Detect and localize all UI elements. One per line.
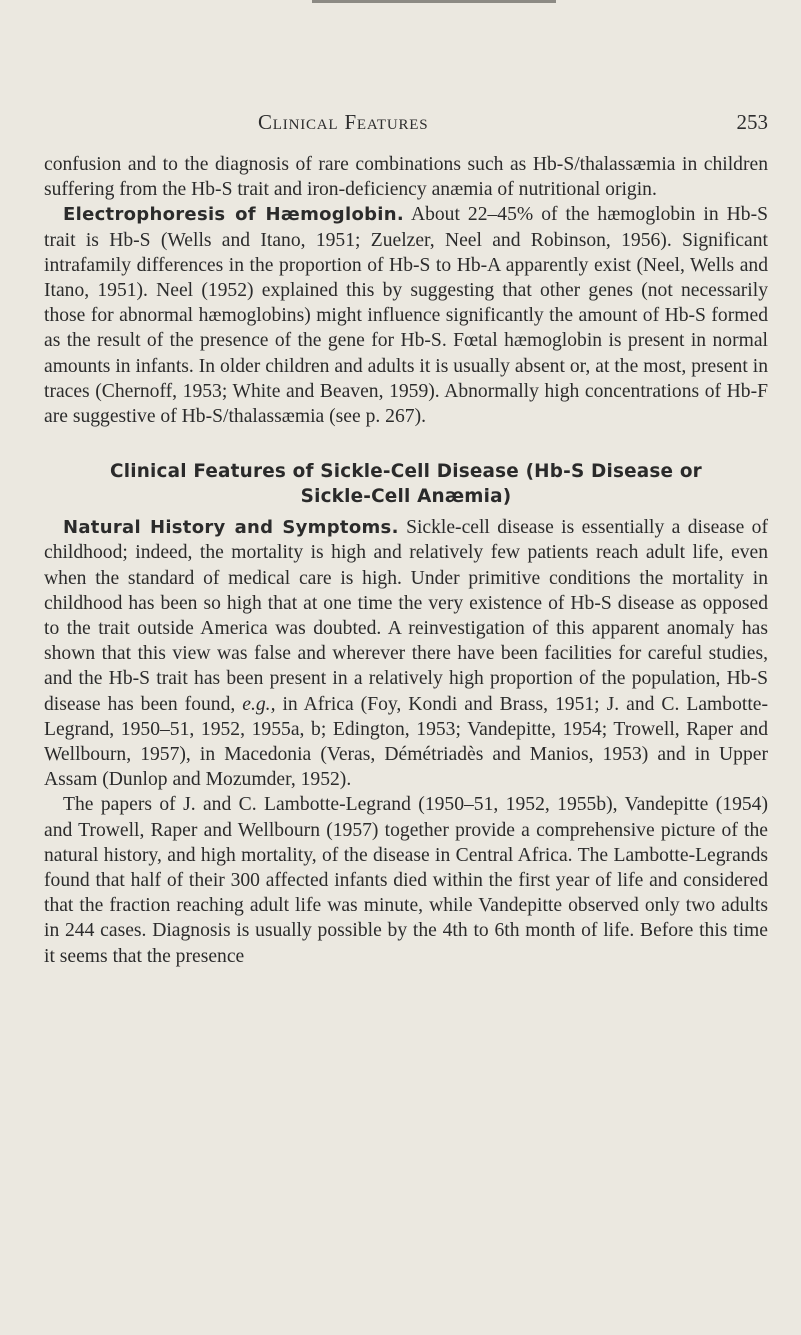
section-heading-line: Sickle-Cell Anæmia) <box>300 486 512 508</box>
section-heading <box>44 459 768 509</box>
paragraph-electrophoresis <box>44 202 768 429</box>
paragraph-papers <box>44 792 768 968</box>
top-rule <box>312 0 556 3</box>
paragraph-text: Sickle-cell disease is essentially a disease of childhood; indeed, the mortality is high and relatively few patients reach adult life, even when the standard of medical care is high. Under primitive conditions the mortality in childhood has been so high that at one time the very existence of Hb-S disease as opposed to the trait outside America was doubted. A reinvestigation of this apparent anomaly has shown that this view was false and wherever there have been facilities for careful studies, and the Hb-S trait has been present in a relatively high proportion of the population, Hb-S disease has been found, <box>44 517 768 715</box>
paragraph-text: confusion and to the diagnosis of rare combinations such as Hb-S/thalassæmia in children suffering from the Hb-S trait and iron-deficiency anæmia of nutritional origin. <box>44 154 768 201</box>
page-number: 253 <box>736 110 768 134</box>
run-in-heading: Electrophoresis of Hæmoglobin. <box>63 204 405 226</box>
page-header <box>258 110 768 140</box>
running-head: Clinical Features <box>258 110 429 134</box>
italic-eg: e.g., <box>242 693 276 715</box>
paragraph-continuation <box>44 152 768 202</box>
body-text <box>44 152 768 969</box>
section-heading-line: Clinical Features of Sickle-Cell Disease (Hb-S Disease or <box>110 461 702 483</box>
paragraph-text: The papers of J. and C. Lambotte-Legrand (1950–51, 1952, 1955b), Vandepitte (1954) and Trowell, Raper and Wellbourn (1957) together provide a comprehensive picture of the natural history, and high mortality, of the disease in Central Africa. The Lambotte-Legrands found that half of their 300 affected infants died within the first year of life and considered that the fraction reaching adult life was minute, while Vandepitte observed only two adults in 244 cases. Diagnosis is usually possible by the 4th to 6th month of life. Before this time it seems that the presence <box>44 794 768 967</box>
paragraph-text: About 22–45% of the hæmoglobin in Hb-S trait is Hb-S (Wells and Itano, 1951; Zuelzer, Neel and Robinson, 1956). Significant intrafamily differences in the proportion of Hb-S to Hb-A apparently exist (Neel, Wells and Itano, 1951). Neel (1952) explained this by suggesting that other genes (not necessarily those for abnormal hæmoglobins) might influence significantly the amount of Hb-S formed as the result of the presence of the gene for Hb-S. Fœtal hæmoglobin is present in normal amounts in infants. In older children and adults it is usually absent or, at the most, present in traces (Chernoff, 1953; White and Beaven, 1959). Abnormally high concentrations of Hb-F are suggestive of Hb-S/thalassæmia (see p. 267). <box>44 204 768 428</box>
paragraph-natural-history <box>44 515 768 792</box>
paragraph-text: in Africa (Foy, Kondi and Brass, 1951; J. and C. Lambotte-Legrand, 1950–51, 1952, 1955a, b; Edington, 1953; Vandepitte, 1954; Trowell, Raper and Wellbourn, 1957), in Macedonia (Veras, Démétriadès and Manios, 1953) and in Upper Assam (Dunlop and Mozumder, 1952). <box>44 693 768 791</box>
run-in-heading: Natural History and Symptoms. <box>63 517 399 539</box>
